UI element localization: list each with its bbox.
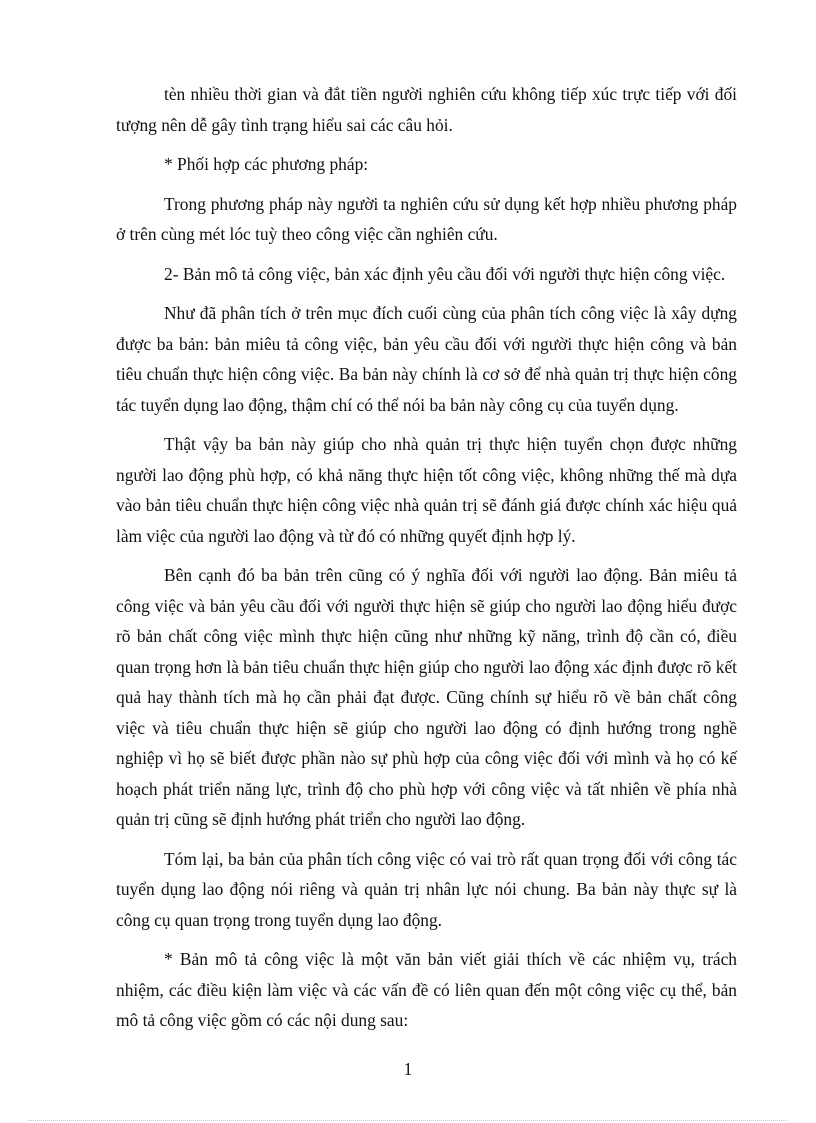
paragraph-combined-methods: Trong phương pháp này người ta nghiên cứu sử dụng kết hợp nhiều phương pháp ở trên cùng mét lóc tuỳ theo công việc cần nghiên cứu. [116, 193, 737, 244]
page-body [116, 79, 737, 1045]
page-bottom-divider [28, 1120, 788, 1121]
paragraph-selection-benefit: Thật vậy ba bản này giúp cho nhà quản trị thực hiện tuyển chọn được những người lao động phù hợp, có khả năng thực hiện tốt công việc, không những thế mà dựa vào bản tiêu chuẩn thực hiện công việc nhà quản trị sẽ đánh giá được chính xác hiệu quả làm việc của người lao động và từ đó có những quyết định hợp lý. [116, 434, 737, 546]
paragraph-job-description-definition: * Bản mô tả công việc là một văn bản viết giải thích về các nhiệm vụ, trách nhiệm, các điều kiện làm việc và các vấn đề có liên quan đến một công việc cụ thể, bản mô tả công việc gồm có các nội dung sau: [116, 949, 737, 1030]
paragraph-summary: Tóm lại, ba bản của phân tích công việc có vai trò rất quan trọng đối với công tác tuyển dụng lao động nói riêng và quản trị nhân lực nói chung. Ba bản này thực sự là công cụ quan trọng trong tuyển dụng lao động. [116, 848, 737, 930]
section-heading-job-description: 2- Bản mô tả công việc, bản xác định yêu cầu đối với người thực hiện công việc. [164, 263, 726, 284]
paragraph-employee-benefit: Bên cạnh đó ba bản trên cũng có ý nghĩa đối với người lao động. Bản miêu tả công việc và bản yêu cầu đối với người thực hiện sẽ giúp cho người lao động hiểu được rõ bản chất công việc mình thực hiện cũng như những kỹ năng, trình độ cần có, điều quan trọng hơn là bản tiêu chuẩn thực hiện giúp cho người lao động xác định được rõ kết quả hay thành tích mà họ cần phải đạt được. Cũng chính sự hiểu rõ về bản chất công việc và tiêu chuẩn thực hiện sẽ giúp cho người lao động có định hướng trong nghề nghiệp vì họ sẽ biết được phần nào sự phù hợp của công việc đối với mình và họ có kế hoạch phát triển năng lực, trình độ cho phù hợp với công việc và tất nhiên về phía nhà quản trị cũng sẽ định hướng phát triển cho người lao động. [116, 565, 737, 829]
paragraph-combined-methods-heading: * Phối hợp các phương pháp: [164, 154, 369, 174]
page-number: 1 [403, 1059, 413, 1079]
paragraph-three-documents: Như đã phân tích ở trên mục đích cuối cùng của phân tích công việc là xây dựng được ba bản: bản miêu tả công việc, bản yêu cầu đối với người thực hiện công và bản tiêu chuẩn thực hiện công việc. Ba bản này chính là cơ sở để nhà quản trị thực hiện công tác tuyển dụng lao động, thậm chí có thể nói ba bản này công cụ của tuyển dụng. [116, 303, 737, 415]
paragraph-continuation: tèn nhiều thời gian và đắt tiền người nghiên cứu không tiếp xúc trực tiếp với đối tượng nên dễ gây tình trạng hiểu sai các câu hỏi. [116, 84, 737, 135]
